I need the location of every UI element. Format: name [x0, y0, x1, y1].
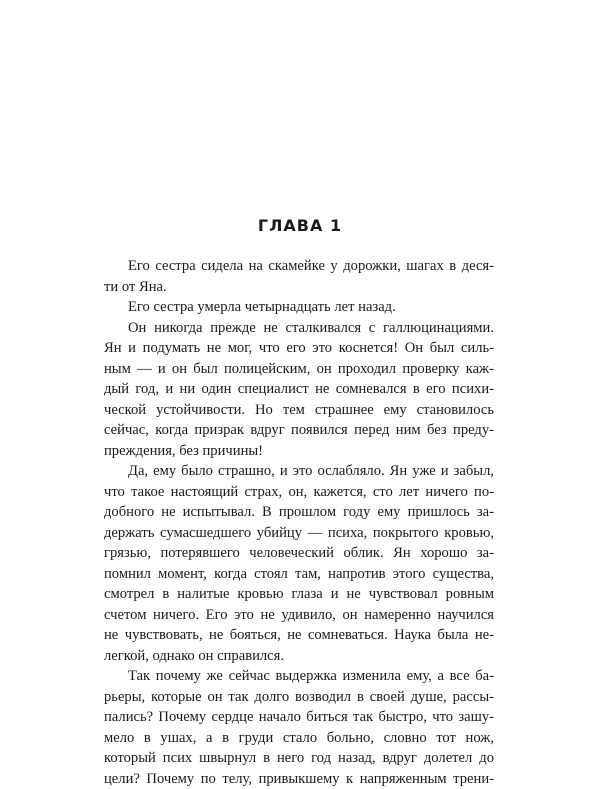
text-line: держать сумасшедшего убийцу — психа, покрытого кровью, [104, 523, 494, 544]
text-line: преждения, без причины! [104, 441, 494, 462]
text-line: смотрел в налитые кровью глаза и не чувствовал ровным [104, 584, 494, 605]
text-line: ти от Яна. [104, 277, 494, 298]
text-line: грязью, потерявшего человеческий облик. Ян хорошо за- [104, 543, 494, 564]
text-line: ным — и он был полицейским, он проходил проверку каж- [104, 359, 494, 380]
text-line: который псих швырнул в него год назад, вдруг долетел до [104, 748, 494, 769]
text-line: не чувствовать, не бояться, не сомневаться. Наука была не- [104, 625, 494, 646]
text-line: Ян и подумать не мог, что его это коснется! Он был силь- [104, 338, 494, 359]
text-line: легкой, однако он справился. [104, 646, 494, 667]
text-line: ческой устойчивости. Но тем страшнее ему становилось [104, 400, 494, 421]
body-text [104, 256, 494, 789]
text-line: счетом ничего. Его это не удивило, он намеренно научился [104, 605, 494, 626]
text-line: что такое настоящий страх, он, кажется, сто лет ничего по- [104, 482, 494, 503]
text-line: Так почему же сейчас выдержка изменила ему, а все ба- [104, 666, 494, 687]
text-line: Его сестра сидела на скамейке у дорожки, шагах в деся- [104, 256, 494, 277]
chapter-title: ГЛАВА 1 [0, 216, 600, 235]
text-line: Его сестра умерла четырнадцать лет назад. [104, 297, 494, 318]
text-line: сейчас, когда призрак вдруг появился перед ним без преду- [104, 420, 494, 441]
text-line: помнил момент, когда стоял там, напротив этого существа, [104, 564, 494, 585]
text-line: Он никогда прежде не сталкивался с галлюцинациями. [104, 318, 494, 339]
text-line: рьеры, которые он так долго возводил в своей душе, рассы- [104, 687, 494, 708]
text-line: пались? Почему сердце начало биться так быстро, что зашу- [104, 707, 494, 728]
text-line: цели? Почему по телу, привыкшему к напряженным трени- [104, 769, 494, 789]
text-line: дый год, и ни один специалист не сомневался в его психи- [104, 379, 494, 400]
text-line: Да, ему было страшно, и это ослабляло. Ян уже и забыл, [104, 461, 494, 482]
text-line: добного не испытывал. В прошлом году ему пришлось за- [104, 502, 494, 523]
text-line: мело в ушах, а в груди стало больно, словно тот нож, [104, 728, 494, 749]
